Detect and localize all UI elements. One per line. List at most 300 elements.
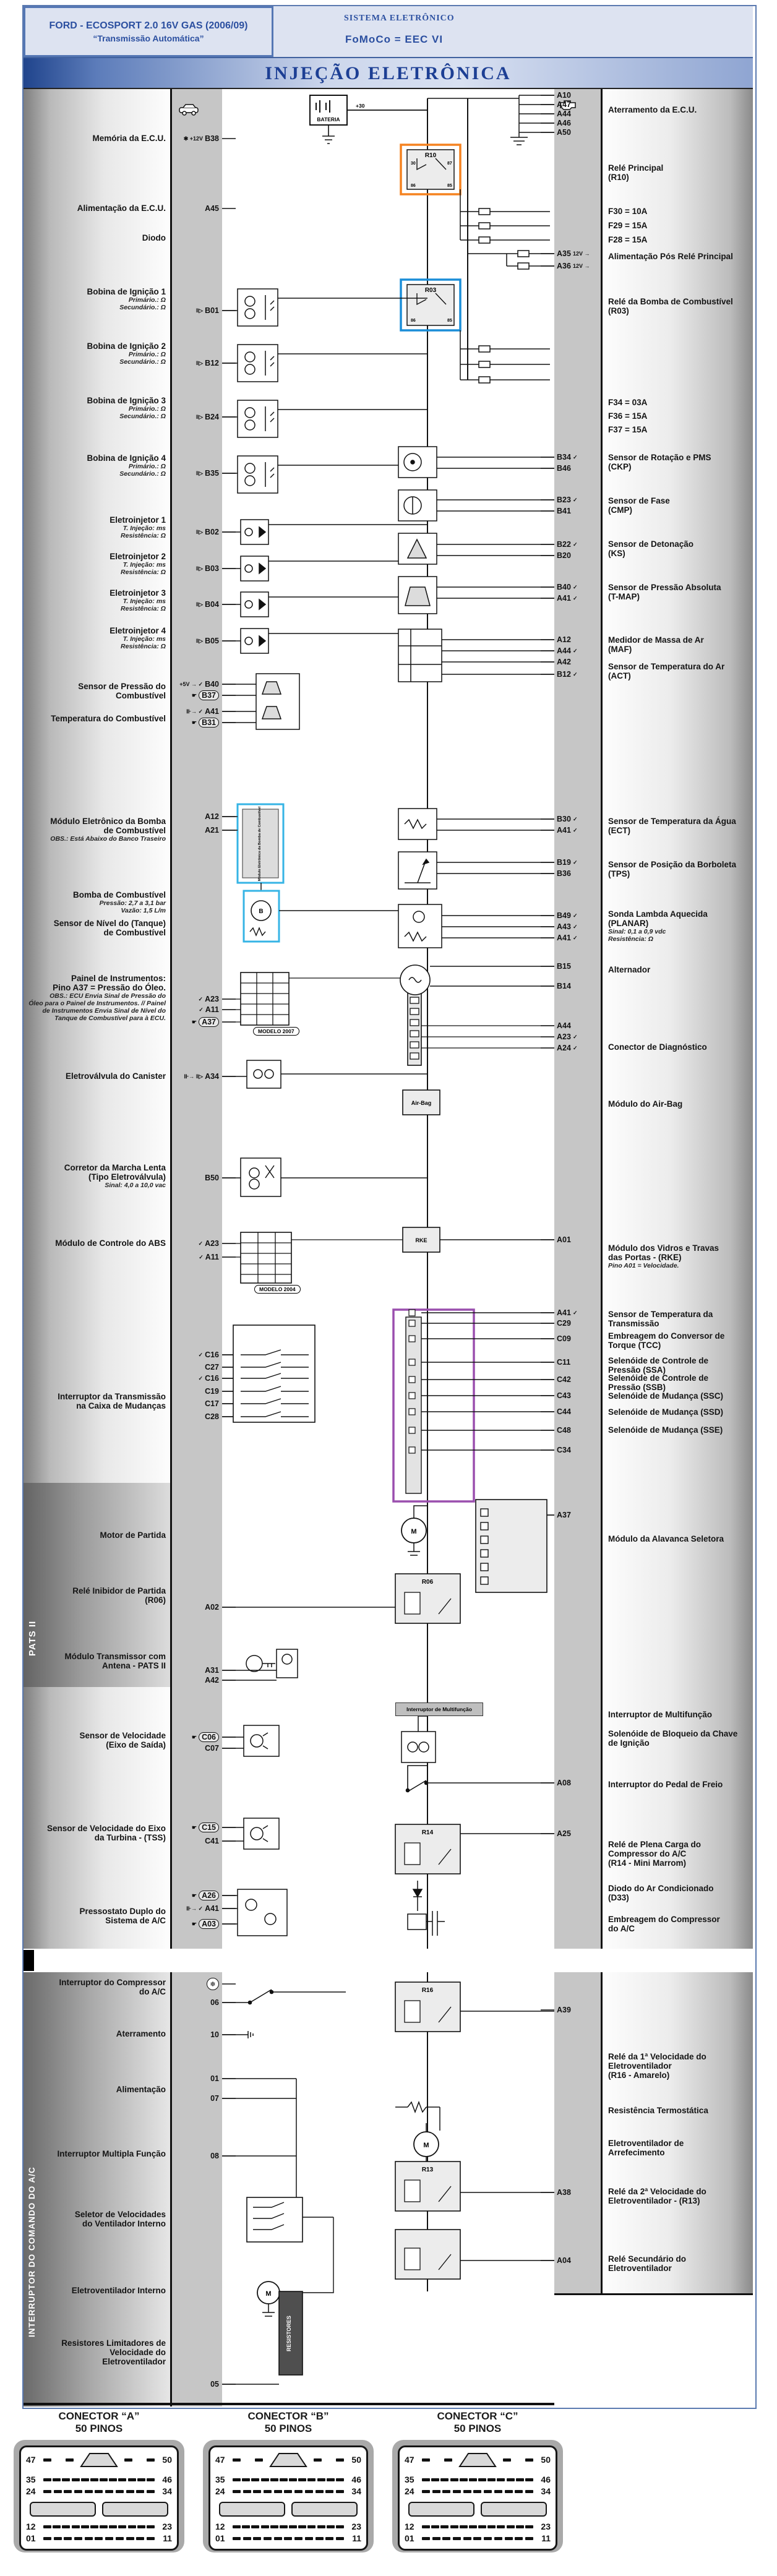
component-label-lines: [24, 2338, 166, 2366]
ignition-coil-4: [222, 456, 427, 493]
component-label-line: Relé Principal: [608, 163, 664, 173]
fuel-level-resistor: [250, 928, 265, 935]
component-label-line: Compressor do A/C: [608, 1849, 687, 1858]
pin-label: 01: [210, 2074, 219, 2083]
pin-label: A31: [205, 1666, 219, 1675]
key-lock-solenoid: [401, 1716, 436, 1762]
component-label-line: Pressão (SSB): [608, 1383, 666, 1392]
connector-panel: [392, 2410, 563, 2552]
right-pin-wires: [541, 95, 554, 2260]
component-label-subs: [24, 635, 166, 650]
component-label-line: Sensor de Rotação e PMS: [608, 453, 711, 462]
connector-subtitle: 50 PINOS: [453, 2423, 502, 2434]
component-label-subs: [24, 463, 166, 478]
svg-text:RKE: RKE: [415, 1237, 427, 1243]
component-label-subs: [24, 1182, 166, 1189]
pin-dash: [525, 2525, 533, 2528]
pin-dash: [270, 2478, 278, 2481]
pin-label: B03: [205, 564, 219, 573]
component-label: [603, 1243, 753, 1269]
pin-dash: [100, 2525, 108, 2528]
component-label-line: Eletroinjetor 4: [109, 626, 166, 635]
ecu-pin: [554, 981, 601, 992]
pin-dash: [453, 2537, 461, 2540]
pin-number: 11: [163, 2533, 172, 2543]
pin-icon: ☛: [191, 692, 197, 698]
modelo-2004-badge: MODELO 2004: [254, 1285, 301, 1294]
pin-dash: [294, 2490, 303, 2493]
ecu-pin: [554, 1509, 601, 1521]
starter-motor: [401, 1506, 427, 1555]
pin-label: B24: [205, 413, 219, 421]
ecu-pin: [172, 1890, 222, 1901]
component-label-line: Sensor de Fase: [608, 496, 670, 505]
pin-label: B05: [205, 637, 219, 645]
pin-dash: [147, 2458, 155, 2462]
ecu-pin: [172, 1252, 222, 1263]
connector-pin-grid: [208, 2445, 368, 2551]
component-label-subline: OBS.: Está Abaixo do Banco Traseiro: [50, 835, 166, 843]
ecu-pin: [172, 1386, 222, 1397]
component-label: [24, 233, 170, 243]
component-label-lines: [24, 1652, 166, 1670]
injector-1: [222, 520, 427, 544]
pin-number: 35: [405, 2475, 414, 2484]
pin-dash: [233, 2478, 241, 2481]
pin-dash: [494, 2490, 502, 2493]
component-label-lines: [24, 2286, 166, 2295]
pin-label: C42: [557, 1375, 571, 1384]
ac-pressure-switch: [222, 1889, 287, 1936]
component-label-line: do A/C: [608, 1924, 635, 1933]
pin-label: A23: [205, 995, 219, 1003]
pin-dash: [53, 2525, 61, 2528]
pin-dash: [305, 2537, 313, 2540]
component-label: [603, 425, 753, 434]
pin-dash: [307, 2478, 316, 2481]
pin-number: 11: [352, 2533, 361, 2543]
pin-dash: [305, 2490, 313, 2493]
component-label-line: (MAF): [608, 645, 632, 654]
ecu-pin: [172, 1398, 222, 1409]
pin-dash: [85, 2537, 93, 2540]
pin-label: C34: [557, 1446, 571, 1454]
component-label-subline: OBS.: ECU Envia Sinal de Pressão do: [49, 992, 166, 1000]
car-icon: [177, 103, 202, 116]
component-label-line: Eletroventilador: [608, 2264, 672, 2273]
ecu-pin: [554, 1234, 601, 1245]
component-label: [603, 2052, 753, 2080]
pin-label: C19: [205, 1387, 219, 1396]
pin-dash: [497, 2478, 505, 2481]
ecu-pin: [172, 1743, 222, 1754]
component-label-lines: [608, 1710, 753, 1719]
component-label-line: do Ventilador Interno: [82, 2219, 166, 2228]
component-label: [24, 714, 170, 723]
fuel-pressure-temp-sensor: [222, 674, 299, 729]
pin-dash: [126, 2490, 134, 2493]
component-label-subline: Secundário.: Ω: [119, 358, 166, 366]
pin-label: B50: [205, 1174, 219, 1182]
pin-label: C48: [557, 1426, 571, 1435]
pin-icon: ✓: [199, 1253, 204, 1260]
svg-text:R16: R16: [421, 1987, 434, 1994]
component-label-line: Sensor de Temperatura da: [608, 1310, 713, 1319]
ecu-pin: [172, 203, 222, 214]
component-label-lines: [24, 974, 166, 992]
relay-r13: [395, 2162, 554, 2211]
section-gap-marker: [24, 1950, 34, 1971]
component-label-line: Relé da 2ª Velocidade do: [608, 2187, 706, 2196]
pin-label: B12: [557, 670, 571, 679]
component-label-line: Relé de Plena Carga do: [608, 1840, 702, 1849]
component-label-lines: [608, 1373, 753, 1392]
pin-dash: [255, 2458, 263, 2462]
pin-number: 47: [26, 2455, 36, 2465]
component-label-lines: [24, 588, 166, 598]
component-label-line: Corretor da Marcha Lenta: [64, 1163, 166, 1172]
component-label-subs: [24, 899, 166, 914]
component-label-subs: [24, 525, 166, 539]
pin-label: A47: [557, 100, 571, 109]
component-label-line: Antena - PATS II: [101, 1661, 166, 1670]
pin-dashes: [314, 2458, 344, 2462]
component-label-line: Solenóide de Bloqueio da Chave: [608, 1729, 738, 1738]
pin-dash: [253, 2490, 261, 2493]
pin-dash: [289, 2525, 297, 2528]
connector-pin-row: [405, 2522, 551, 2531]
idle-speed-corrector: [222, 1158, 427, 1196]
component-label: [24, 974, 170, 1022]
selector-lever-module: [476, 1500, 554, 1592]
component-label: [24, 1978, 170, 1996]
component-label-subs: [24, 992, 166, 1022]
component-label-subline: Pino A01 = Velocidade.: [608, 1262, 679, 1269]
component-label-line: Conector de Diagnóstico: [608, 1042, 707, 1052]
pin-label: A38: [557, 2188, 571, 2197]
ecu-pin: [554, 260, 601, 272]
pin-label: A50: [557, 128, 571, 137]
pin-dash: [242, 2478, 250, 2481]
pin-number: 12: [215, 2522, 225, 2531]
pin-dash: [473, 2490, 481, 2493]
pin-icon: ‖▷: [195, 601, 204, 608]
pin-label: B37: [199, 690, 219, 700]
component-label-line: (ACT): [608, 671, 631, 680]
component-label: [24, 396, 170, 420]
component-label-subs: [24, 598, 166, 612]
pin-dash: [507, 2478, 515, 2481]
pin-dash: [316, 2537, 324, 2540]
ecu-pin: [554, 127, 601, 138]
ecu-pin: [172, 994, 222, 1005]
component-label-line: Resistência Termostática: [608, 2106, 708, 2115]
pin-dash: [484, 2490, 492, 2493]
component-label-lines: [24, 1392, 166, 1410]
pin-dash: [126, 2537, 134, 2540]
component-label-line: Arrefecimento: [608, 2148, 665, 2157]
component-label-line: Resistores Limitadores de: [61, 2338, 166, 2348]
pin-label: A41: [557, 826, 571, 835]
ignition-coil-1: [222, 289, 427, 326]
pin-dash: [116, 2490, 124, 2493]
component-label-lines: [24, 1071, 166, 1081]
pin-dash: [525, 2490, 533, 2493]
ground-icon: [510, 132, 528, 145]
component-label-line: Sistema de A/C: [105, 1916, 166, 1925]
component-label-line: Pino A37 = Pressão do Óleo.: [53, 983, 166, 992]
pin-label: A42: [205, 1676, 219, 1685]
component-label-subline: Primário.: Ω: [128, 296, 166, 304]
component-label-lines: [608, 297, 753, 316]
component-label-subline: Resistência: Ω: [121, 569, 166, 576]
ecu-pin: [172, 1835, 222, 1847]
component-label: [603, 1710, 753, 1719]
component-label-subline: Secundário.: Ω: [119, 413, 166, 420]
pin-dash: [243, 2490, 251, 2493]
pin-dash: [422, 2490, 430, 2493]
component-label-line: da Turbina - (TSS): [94, 1833, 166, 1842]
pin-dash: [137, 2525, 145, 2528]
component-label-line: Medidor de Massa de Ar: [608, 635, 704, 645]
pin-label: B31: [199, 718, 219, 728]
component-label-line: Eletroinjetor 2: [109, 552, 166, 561]
ecu-pin: [172, 690, 222, 701]
pin-dash: [105, 2490, 113, 2493]
component-label-line: Sensor de Pressão do: [78, 682, 166, 691]
ecu-pin: [172, 679, 222, 690]
component-label: [603, 411, 753, 421]
pin-label: A43: [557, 922, 571, 931]
vehicle-title-box: [24, 6, 273, 57]
component-label: [24, 1531, 170, 1540]
component-label-lines: [608, 635, 753, 654]
pats-antenna: [222, 1649, 298, 1680]
component-label-subline: Vazão: 1,5 L/m: [121, 907, 166, 914]
vehicle-title: FORD - ECOSPORT 2.0 16V GAS (2006/09): [49, 20, 248, 31]
pin-icon: +5V → ✓: [179, 680, 204, 687]
svg-text:RESISTORES: RESISTORES: [286, 2316, 292, 2351]
maf-act-sensor: [398, 629, 554, 682]
component-label-line: Eletroventilador: [608, 2061, 672, 2071]
component-label-lines: [608, 1099, 753, 1109]
component-label: [603, 496, 753, 515]
pin-icon: ☛: [191, 719, 197, 726]
component-label-line: (R14 - Mini Marrom): [608, 1858, 687, 1868]
ckp-sensor: [398, 447, 554, 478]
schematic-svg: [222, 89, 554, 2406]
component-label-line: Bobina de Ignição 2: [87, 341, 166, 351]
component-label-line: Seletor de Velocidades: [74, 2210, 166, 2219]
ecu-pin: [554, 868, 601, 879]
component-label: [24, 2210, 170, 2228]
pin-dash: [336, 2478, 344, 2481]
component-label-lines: [24, 341, 166, 351]
pin-dash: [95, 2537, 103, 2540]
ac-command-section-title: INTERRUPTOR DO COMANDO DO A/C: [27, 2166, 36, 2337]
component-label-lines: [24, 890, 166, 899]
pin-number: 34: [541, 2486, 551, 2496]
pin-dash: [74, 2490, 82, 2493]
component-label-line: Módulo do Air-Bag: [608, 1099, 683, 1109]
pin-label: A41: [557, 934, 571, 942]
pin-dash: [422, 2525, 430, 2528]
component-label: [603, 297, 753, 316]
component-label-subline: Primário.: Ω: [128, 351, 166, 358]
snowflake-icon: ❄: [207, 1978, 219, 1990]
component-label: [603, 1840, 753, 1868]
pin-dash: [525, 2478, 533, 2481]
component-label: [24, 890, 170, 914]
component-label-lines: [24, 1239, 166, 1248]
component-label-lines: [608, 221, 753, 230]
connector-slots: [408, 2502, 547, 2517]
component-label-subline: Resistência: Ω: [121, 643, 166, 650]
ecu-pin: [554, 463, 601, 474]
component-label-line: Alternador: [608, 965, 651, 974]
component-label: [603, 221, 753, 230]
pin-label: A37: [199, 1017, 219, 1027]
pin-number: 11: [541, 2533, 551, 2543]
component-label-subs: [24, 835, 166, 843]
component-label-lines: [24, 233, 166, 243]
pin-label: C16: [205, 1350, 219, 1359]
pin-number: 23: [541, 2522, 551, 2531]
header: [24, 6, 753, 57]
svg-text:Módulo Eletrônico da Bomba de: Módulo Eletrônico da Bomba de Combustível: [258, 806, 262, 882]
pin-label: B35: [205, 469, 219, 478]
component-label: [24, 287, 170, 311]
pin-label: A04: [557, 2256, 571, 2265]
pin-label: B15: [557, 962, 571, 971]
ecu-pin: [554, 1425, 601, 1436]
component-label: [24, 1652, 170, 1670]
pin-dash: [116, 2537, 124, 2540]
component-label: [24, 1392, 170, 1410]
component-label-line: Sensor de Posição da Borboleta: [608, 860, 737, 869]
component-label-line: das Portas - (RKE): [608, 1253, 682, 1262]
ecu-pin: [554, 645, 601, 656]
pin-label: A02: [205, 1603, 219, 1612]
component-label-lines: [24, 1978, 166, 1996]
component-label-lines: [608, 2106, 753, 2115]
pin-dash: [62, 2525, 70, 2528]
pin-label: C07: [205, 1744, 219, 1753]
relay-r06: [222, 1574, 460, 1623]
pin-dash: [243, 2537, 251, 2540]
pin-dash: [43, 2478, 51, 2481]
component-label: [24, 341, 170, 366]
svg-text:BATERIA: BATERIA: [317, 116, 340, 122]
component-label-lines: [608, 1915, 753, 1933]
component-label-lines: [608, 207, 753, 216]
component-label-line: Diodo do Ar Condicionado: [608, 1884, 714, 1893]
pin-dash: [298, 2525, 306, 2528]
pin-dash: [242, 2525, 250, 2528]
pin-icon: ‖▷: [195, 565, 204, 572]
pin-icon: ✱ +12V: [183, 135, 204, 142]
pin-dashes: [422, 2490, 533, 2493]
ecu-pin: [554, 1307, 601, 1318]
component-label: [24, 453, 170, 478]
pin-dash: [233, 2490, 241, 2493]
pin-label: C44: [557, 1407, 571, 1416]
pin-dash: [64, 2537, 72, 2540]
component-label-line: na Caixa de Mudanças: [76, 1401, 166, 1410]
component-label-subs: [608, 928, 753, 943]
component-label-lines: [608, 1780, 753, 1789]
pin-dash: [90, 2478, 98, 2481]
component-label: [603, 105, 753, 114]
pin-label: B20: [557, 551, 571, 560]
component-label-line: Memória da E.C.U.: [92, 134, 166, 143]
component-label-line: Transmissão: [608, 1319, 659, 1328]
pin-dash: [473, 2537, 481, 2540]
connector-slots: [219, 2502, 358, 2517]
pin-label: 10: [210, 2030, 219, 2039]
ecu-pin: [554, 1357, 601, 1368]
pin-label: A11: [205, 1005, 219, 1014]
pin-label: C16: [205, 1374, 219, 1383]
connector-title: CONECTOR “A”: [58, 2410, 140, 2422]
component-label-line: Temperatura do Combustível: [51, 714, 166, 723]
pin-label: B46: [557, 464, 571, 473]
pin-dash: [274, 2490, 282, 2493]
component-label-lines: [608, 1391, 753, 1401]
pin-dashes: [43, 2458, 74, 2462]
pin-dash: [289, 2478, 297, 2481]
connector-pin-row: [405, 2533, 551, 2543]
component-label-lines: [24, 1531, 166, 1540]
component-label-line: (R03): [608, 306, 629, 316]
component-label-line: Eletroválvula do Canister: [65, 1071, 166, 1081]
pin-label: B02: [205, 528, 219, 536]
pin-dash: [43, 2525, 51, 2528]
fuse-row-f30-f29-f28: [460, 189, 550, 243]
component-label-line: Alimentação: [116, 2085, 166, 2094]
connector-pin-row: [215, 2475, 361, 2484]
component-label: [24, 682, 170, 700]
pin-label: B49: [557, 911, 571, 920]
pin-label: C11: [557, 1358, 571, 1367]
ecu-pin: [172, 2073, 222, 2084]
component-label-line: Módulo dos Vidros e Travas: [608, 1243, 719, 1253]
left-pin-wires: [222, 139, 236, 2384]
pin-label: B14: [557, 982, 571, 990]
pin-suffix-icon: ✓: [572, 934, 578, 941]
component-label-lines: [24, 453, 166, 463]
ecu-pin: [554, 248, 601, 259]
ecu-pin: [554, 539, 601, 550]
diagram-bottom-border: [24, 2403, 554, 2405]
fan-speed-selector: [247, 2197, 333, 2293]
component-label-line: Eletroventilador de: [608, 2139, 684, 2148]
component-label-line: Selenóide de Mudança (SSD): [608, 1407, 724, 1417]
pin-icon: ⊪→ ✓: [186, 1905, 204, 1912]
component-label: [24, 626, 170, 650]
component-label: [603, 1884, 753, 1902]
component-label-lines: [608, 105, 753, 114]
pin-dash: [251, 2478, 259, 2481]
pin-dash: [515, 2537, 523, 2540]
component-label-subs: [24, 351, 166, 366]
ecu-pin: [172, 1822, 222, 1833]
ecu-pin: [554, 1042, 601, 1054]
component-label-lines: [608, 1729, 753, 1748]
component-label: [24, 1731, 170, 1750]
pin-dash: [95, 2490, 103, 2493]
pin-dash: [431, 2525, 439, 2528]
